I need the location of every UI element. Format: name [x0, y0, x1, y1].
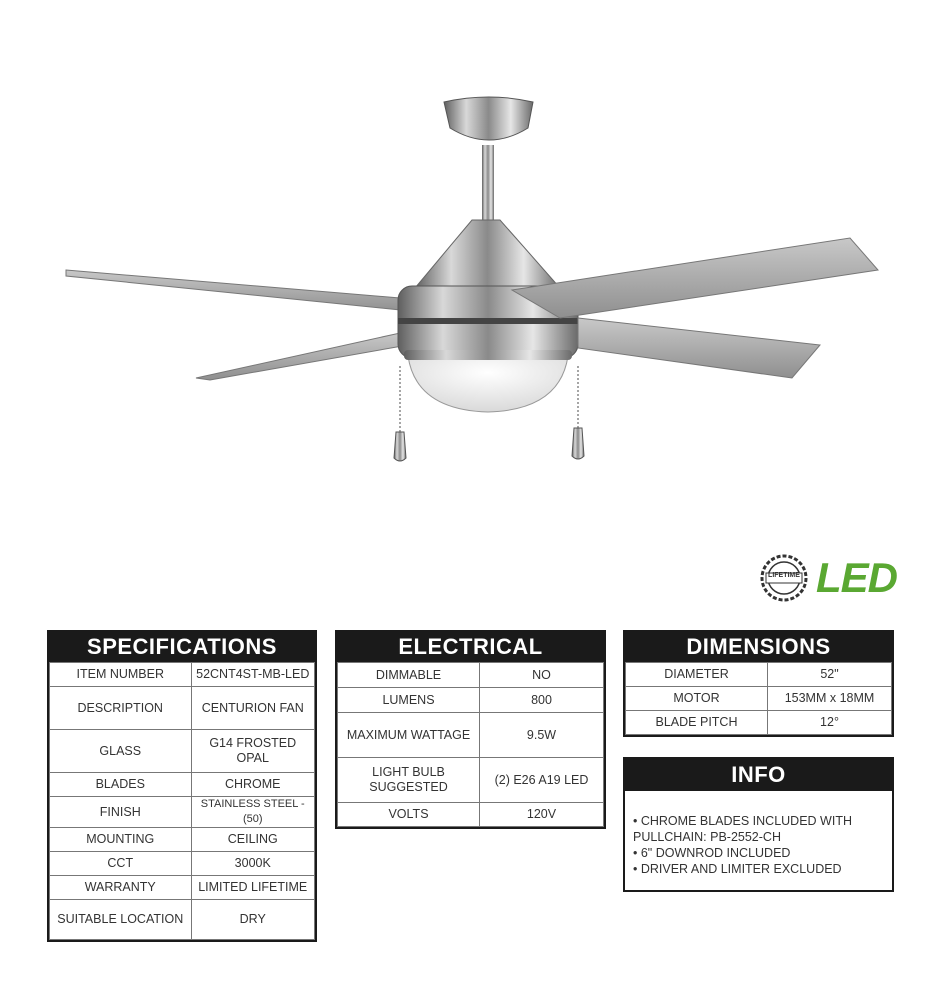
electrical-value: 120V: [480, 803, 604, 827]
spec-label: ITEM NUMBER: [50, 663, 192, 687]
spec-label: BLADES: [50, 773, 192, 797]
dimension-value: 12°: [768, 711, 892, 735]
spec-label: WARRANTY: [50, 876, 192, 900]
info-item: • CHROME BLADES INCLUDED WITH PULLCHAIN: PB-2552-CH: [633, 814, 852, 844]
spec-value: 52CNT4ST-MB-LED: [191, 663, 315, 687]
dimensions-title: DIMENSIONS: [625, 632, 892, 662]
table-row: [50, 730, 315, 773]
electrical-title: ELECTRICAL: [337, 632, 604, 662]
motor-cone: [415, 220, 560, 288]
spec-label: DESCRIPTION: [50, 687, 192, 730]
electrical-value: (2) E26 A19 LED: [480, 758, 604, 803]
spec-value: DRY: [191, 900, 315, 940]
specifications-panel: [47, 630, 317, 942]
specifications-table: [49, 662, 315, 940]
seal-text: LIFETIME: [768, 572, 800, 579]
specifications-title: SPECIFICATIONS: [49, 632, 315, 662]
dimension-value: 52": [768, 663, 892, 687]
table-row: [50, 852, 315, 876]
table-row: [338, 663, 604, 688]
spec-value: G14 FROSTED OPAL: [191, 730, 315, 773]
table-row: [50, 773, 315, 797]
blade-right-upper: [512, 238, 878, 318]
dimension-label: MOTOR: [626, 687, 768, 711]
electrical-label: VOLTS: [338, 803, 480, 827]
table-row: [338, 758, 604, 803]
table-row: [50, 900, 315, 940]
info-body: [625, 791, 892, 877]
spec-label: GLASS: [50, 730, 192, 773]
spec-value: STAINLESS STEEL - (50): [191, 797, 315, 828]
dimensions-panel: [623, 630, 894, 737]
info-item: • 6" DOWNROD INCLUDED: [633, 846, 791, 860]
electrical-value: NO: [480, 663, 604, 688]
table-row: [338, 688, 604, 713]
dimension-label: BLADE PITCH: [626, 711, 768, 735]
electrical-label: LIGHT BULB SUGGESTED: [338, 758, 480, 803]
electrical-panel: [335, 630, 606, 829]
spec-value: CENTURION FAN: [191, 687, 315, 730]
light-glass: [408, 356, 568, 412]
badge: [760, 552, 900, 604]
spec-value: 3000K: [191, 852, 315, 876]
info-item: • DRIVER AND LIMITER EXCLUDED: [633, 862, 842, 876]
canopy: [444, 97, 533, 140]
electrical-label: MAXIMUM WATTAGE: [338, 713, 480, 758]
table-row: [338, 713, 604, 758]
table-row: [50, 797, 315, 828]
spec-value: LIMITED LIFETIME: [191, 876, 315, 900]
electrical-table: [337, 662, 604, 827]
spec-label: SUITABLE LOCATION: [50, 900, 192, 940]
table-row: [50, 663, 315, 687]
electrical-label: DIMMABLE: [338, 663, 480, 688]
table-row: [50, 687, 315, 730]
spec-value: CEILING: [191, 828, 315, 852]
spec-value: CHROME: [191, 773, 315, 797]
spec-label: CCT: [50, 852, 192, 876]
blade-right-lower: [578, 318, 820, 378]
dimension-value: 153MM x 18MM: [768, 687, 892, 711]
table-row: [626, 687, 892, 711]
info-panel: [623, 757, 894, 892]
table-row: [338, 803, 604, 827]
table-row: [50, 876, 315, 900]
table-row: [626, 663, 892, 687]
led-logo: LED: [816, 554, 897, 601]
dimensions-table: [625, 662, 892, 735]
electrical-value: 9.5W: [480, 713, 604, 758]
table-row: [50, 828, 315, 852]
spec-label: FINISH: [50, 797, 192, 828]
info-title: INFO: [625, 759, 892, 791]
electrical-value: 800: [480, 688, 604, 713]
downrod: [482, 145, 494, 223]
spec-label: MOUNTING: [50, 828, 192, 852]
table-row: [626, 711, 892, 735]
blade-left-lower: [196, 333, 408, 380]
blade-left-upper: [66, 270, 420, 312]
dimension-label: DIAMETER: [626, 663, 768, 687]
electrical-label: LUMENS: [338, 688, 480, 713]
